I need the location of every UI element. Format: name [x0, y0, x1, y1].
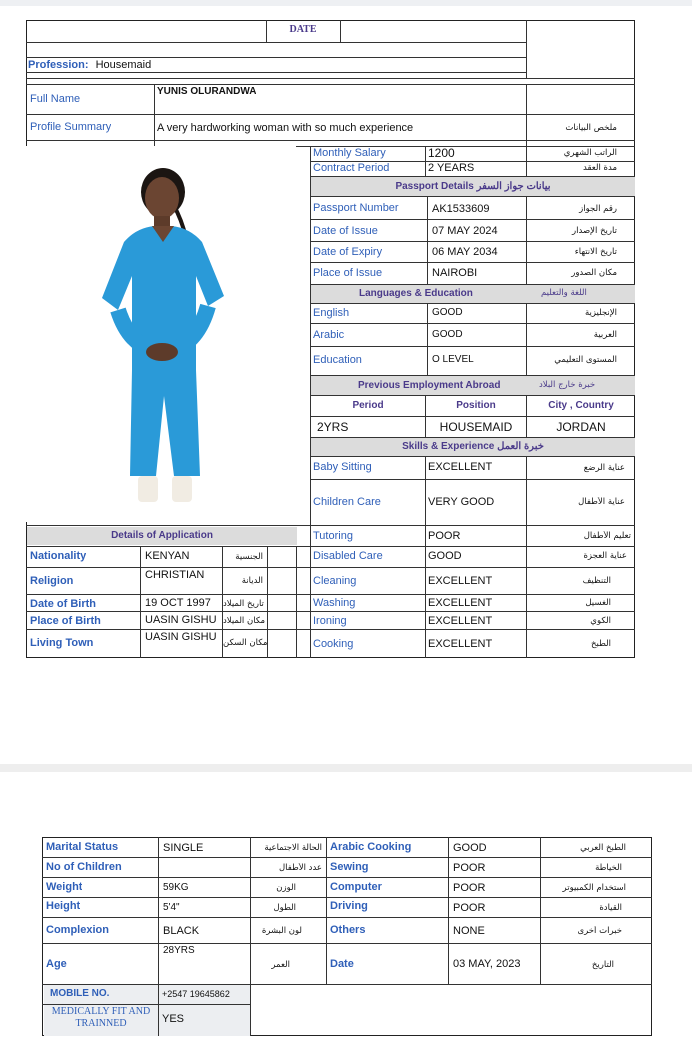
profession-row [28, 59, 328, 71]
sewing-value: POOR [453, 862, 486, 874]
dob-label: Date of Birth [30, 598, 96, 610]
photo-frame [26, 146, 296, 522]
driving-ar: القيادة [599, 903, 622, 913]
english-ar: الإنجليزية [584, 308, 617, 318]
living-town-label: Living Town [30, 637, 94, 649]
employment-period-header: Period [352, 400, 384, 411]
page-separator [0, 764, 692, 772]
disabled-care-label: Disabled Care [313, 550, 383, 562]
religion-value: CHRISTIAN [145, 569, 205, 581]
tutoring-label: Tutoring [313, 530, 353, 542]
medical-label: MEDICALLY FIT AND TRAINNED [51, 1006, 151, 1029]
ironing-label: Ironing [313, 615, 347, 627]
cleaning-value: EXCELLENT [428, 575, 493, 587]
computer-value: POOR [453, 882, 486, 894]
date-label: DATE [289, 24, 317, 35]
cooking-label: Cooking [313, 638, 354, 650]
others-ar: خبرات أخرى [577, 926, 622, 936]
skills-header: Skills & Experience خبرة العمل [311, 438, 635, 456]
employment-title: Previous Employment Abroad [358, 380, 501, 391]
baby-sitting-ar: عناية الرضع [583, 463, 625, 473]
washing-label: Washing [313, 597, 356, 609]
religion-ar: الديانة [241, 576, 263, 586]
english-label: English [313, 307, 350, 319]
profile-summary-value: A very hardworking woman with so much experience [157, 122, 414, 134]
arabic-ar: العربية [593, 330, 617, 340]
nationality-label: Nationality [30, 550, 87, 562]
ironing-value: EXCELLENT [428, 615, 493, 627]
employment-country-header: City , Country [548, 400, 614, 411]
education-label: Education [313, 354, 362, 366]
disabled-care-ar: عناية العجزة [583, 551, 627, 561]
arabic-cooking-label: Arabic Cooking [330, 841, 412, 853]
passport-number-label: Passport Number [313, 202, 399, 214]
washing-ar: الغسيل [585, 598, 611, 608]
age-ar: العمر [271, 960, 290, 970]
dob-ar: تاريخ الميلاد [223, 599, 264, 609]
date-label-page2: Date [330, 958, 354, 970]
profile-summary-ar: ملخص البيانات [565, 123, 617, 133]
children-care-value: VERY GOOD [428, 496, 495, 508]
medical-value: YES [162, 1013, 185, 1025]
marital-status-ar: الحالة الاجتماعية [264, 843, 322, 853]
weight-label: Weight [46, 881, 83, 893]
full-name-label: Full Name [30, 93, 81, 105]
weight-value: 59KG [163, 882, 189, 893]
age-value: 28YRS [163, 945, 195, 956]
page-top-edge [0, 0, 692, 6]
mobile-label: MOBILE NO. [50, 988, 110, 999]
employment-title-ar: خبرة خارج البلاد [539, 380, 596, 390]
others-label: Others [330, 924, 366, 936]
full-name-value: YUNIS OLURANDWA [157, 86, 257, 97]
languages-title-ar: اللغة والتعليم [541, 288, 587, 298]
employment-position-value: HOUSEMAID [439, 420, 513, 434]
dob-value: 19 OCT 1997 [145, 597, 211, 609]
living-town-value: UASIN GISHU [145, 631, 217, 643]
pob-ar: مكان الميلاد [223, 616, 266, 626]
date-value-page2: 03 MAY, 2023 [453, 958, 521, 970]
arabic-value: GOOD [432, 329, 463, 340]
baby-sitting-value: EXCELLENT [428, 461, 493, 473]
cooking-value: EXCELLENT [428, 638, 493, 650]
marital-status-label: Marital Status [46, 841, 119, 853]
cooking-ar: الطبخ [591, 639, 611, 649]
date-of-issue-ar: تاريخ الإصدار [572, 226, 617, 236]
disabled-care-value: GOOD [428, 550, 462, 562]
nationality-value: KENYAN [145, 550, 190, 562]
application-header: Details of Application [27, 527, 297, 545]
sewing-ar: الخياطة [595, 863, 622, 873]
height-label: Height [46, 900, 81, 912]
salary-ar: الراتب الشهري [563, 148, 617, 158]
place-of-issue-value: NAIROBI [432, 267, 478, 279]
others-value: NONE [453, 925, 485, 937]
education-value: O LEVEL [432, 354, 474, 365]
arabic-cooking-ar: الطبخ العربي [580, 843, 626, 853]
religion-label: Religion [30, 575, 74, 587]
complexion-label: Complexion [46, 924, 109, 936]
candidate-photo [26, 146, 296, 522]
driving-value: POOR [453, 902, 486, 914]
date-of-issue-label: Date of Issue [313, 225, 378, 237]
employment-period-value: 2YRS [317, 420, 349, 434]
english-value: GOOD [432, 307, 463, 318]
tutoring-value: POOR [428, 530, 461, 542]
profile-summary-label: Profile Summary [30, 121, 112, 133]
passport-header: Passport Details بيانات جواز السفر [311, 177, 635, 196]
salary-value: 1200 [428, 146, 455, 160]
children-care-label: Children Care [313, 496, 381, 508]
washing-value: EXCELLENT [428, 597, 493, 609]
sewing-label: Sewing [330, 861, 369, 873]
salary-label: Monthly Salary [313, 147, 386, 159]
driving-label: Driving [330, 900, 368, 912]
profession-label: Profession: [28, 59, 89, 71]
place-of-issue-ar: مكان الصدور [571, 268, 617, 278]
children-care-ar: عناية الأطفال [578, 497, 625, 507]
employment-country-value: JORDAN [556, 420, 606, 434]
pob-value: UASIN GISHU [145, 614, 217, 626]
contract-ar: مدة العقد [583, 163, 617, 173]
computer-label: Computer [330, 881, 382, 893]
weight-ar: الوزن [276, 883, 296, 893]
mobile-value: +2547 19645862 [162, 989, 230, 999]
languages-header [311, 285, 635, 303]
contract-label: Contract Period [313, 162, 390, 174]
tutoring-ar: تعليم الأطفال [583, 531, 631, 541]
ironing-ar: الكوي [590, 616, 611, 626]
employment-position-header: Position [456, 400, 496, 411]
date-ar-page2: التاريخ [591, 960, 614, 970]
children-ar: عدد الأطفال [278, 863, 322, 873]
education-ar: المستوى التعليمي [554, 355, 617, 365]
height-value: 5'4" [163, 902, 180, 913]
employment-header [311, 376, 635, 395]
living-town-ar: مكان السكن [223, 638, 267, 648]
complexion-ar: لون البشرة [261, 926, 302, 936]
baby-sitting-label: Baby Sitting [313, 461, 372, 473]
date-of-issue-value: 07 MAY 2024 [432, 225, 498, 237]
cleaning-label: Cleaning [313, 575, 357, 587]
complexion-value: BLACK [163, 925, 200, 937]
profession-value: Housemaid [95, 59, 152, 71]
nationality-ar: الجنسية [235, 552, 263, 562]
passport-number-ar: رقم الجواز [579, 204, 617, 214]
arabic-cooking-value: GOOD [453, 842, 487, 854]
date-of-expiry-ar: تاريخ الانتهاء [574, 247, 617, 257]
languages-title: Languages & Education [359, 288, 473, 299]
passport-number-value: AK1533609 [432, 203, 490, 215]
children-label: No of Children [46, 861, 122, 873]
place-of-issue-label: Place of Issue [313, 267, 383, 279]
date-of-expiry-value: 06 MAY 2034 [432, 246, 498, 258]
height-ar: الطول [273, 903, 296, 913]
computer-ar: استخدام الكمبيوتر [562, 883, 626, 893]
date-of-expiry-label: Date of Expiry [313, 246, 383, 258]
contract-value: 2 YEARS [428, 162, 475, 174]
cleaning-ar: التنظيف [582, 576, 611, 586]
age-label: Age [46, 958, 67, 970]
arabic-label: Arabic [313, 329, 345, 341]
marital-status-value: SINGLE [163, 842, 204, 854]
pob-label: Place of Birth [30, 615, 101, 627]
